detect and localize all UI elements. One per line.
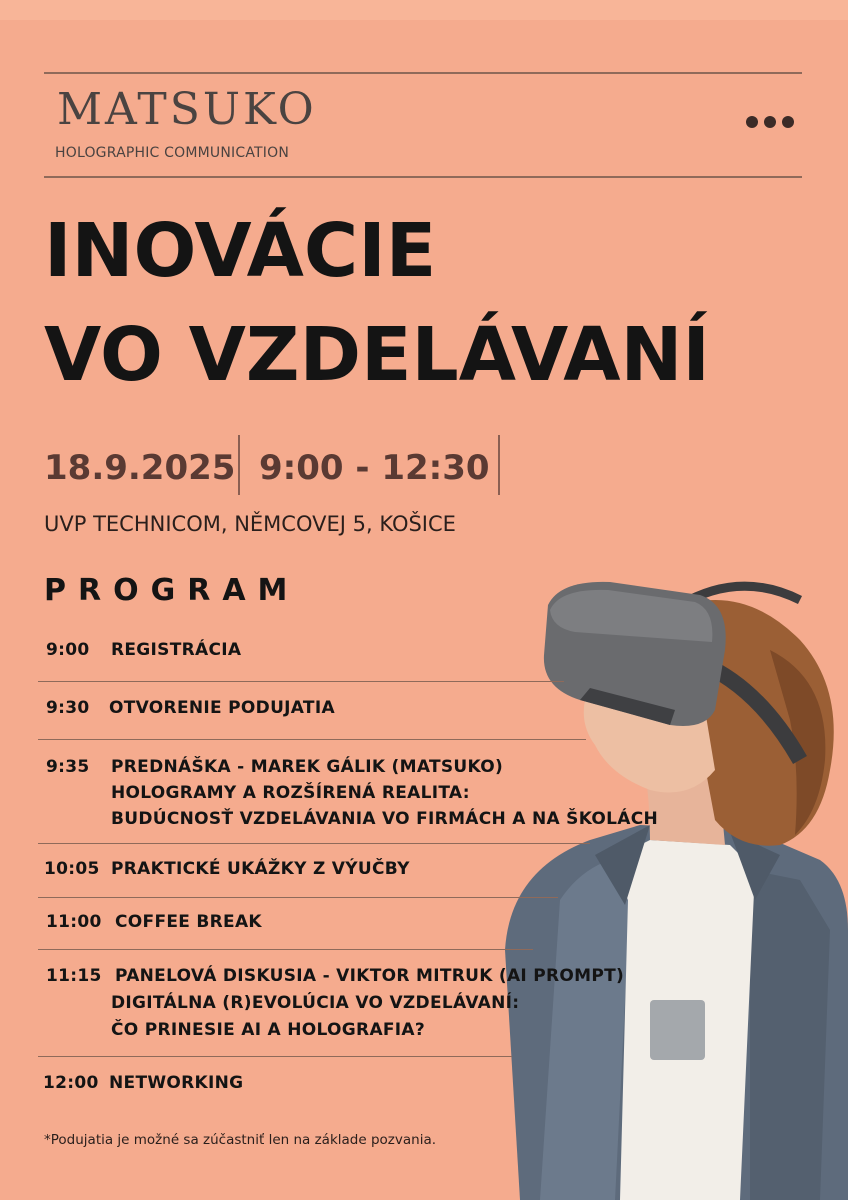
- program-item: PRAKTICKÉ UKÁŽKY Z VÝUČBY: [111, 859, 410, 879]
- program-time: 9:30: [46, 698, 90, 718]
- top-band: [0, 0, 848, 20]
- title-line-2: VO VZDELÁVANÍ: [44, 312, 710, 398]
- vr-kid-photo: [500, 570, 848, 1200]
- event-date: 18.9.2025: [44, 448, 236, 488]
- footnote: *Podujatia je možné sa zúčastniť len na základe pozvania.: [44, 1132, 437, 1148]
- program-time: 12:00: [43, 1073, 99, 1093]
- logo-subtitle: HOLOGRAPHIC COMMUNICATION: [55, 145, 290, 161]
- program-time: 11:00: [46, 912, 102, 932]
- program-item: OTVORENIE PODUJATIA: [109, 698, 335, 718]
- program-separator: [38, 949, 533, 950]
- program-separator: [38, 897, 558, 898]
- divider: [498, 435, 500, 495]
- program-separator: [38, 843, 590, 844]
- program-separator: [38, 739, 586, 740]
- program-time: 9:00: [46, 640, 90, 660]
- top-rule: [44, 72, 802, 74]
- program-item: PREDNÁŠKA - MAREK GÁLIK (MATSUKO): [111, 757, 504, 777]
- program-item: NETWORKING: [109, 1073, 244, 1093]
- program-item: PANELOVÁ DISKUSIA - VIKTOR MITRUK (AI PROMPT): [115, 966, 625, 986]
- program-item: BUDÚCNOSŤ VZDELÁVANIA VO FIRMÁCH A NA ŠKOLÁCH: [111, 809, 659, 829]
- logo-wordmark: MATSUKO: [57, 84, 317, 135]
- title-line-1: INOVÁCIE: [44, 208, 437, 294]
- program-separator: [38, 681, 564, 682]
- program-separator: [38, 1056, 512, 1057]
- program-item: REGISTRÁCIA: [111, 640, 242, 660]
- program-item: COFFEE BREAK: [115, 912, 262, 932]
- program-item: DIGITÁLNA (R)EVOLÚCIA VO VZDELÁVANÍ:: [111, 993, 520, 1013]
- program-time: 11:15: [46, 966, 102, 986]
- event-venue: UVP TECHNICOM, NĚMCOVEJ 5, KOŠICE: [44, 512, 456, 536]
- program-heading: PROGRAM: [44, 573, 300, 608]
- header-rule: [44, 176, 802, 178]
- more-dots-icon: [746, 116, 794, 128]
- program-item: HOLOGRAMY A ROZŠÍRENÁ REALITA:: [111, 783, 470, 803]
- program-time: 9:35: [46, 757, 90, 777]
- program-item: ČO PRINESIE AI A HOLOGRAFIA?: [111, 1020, 426, 1040]
- event-time: 9:00 - 12:30: [259, 448, 490, 488]
- divider: [238, 435, 240, 495]
- program-time: 10:05: [44, 859, 100, 879]
